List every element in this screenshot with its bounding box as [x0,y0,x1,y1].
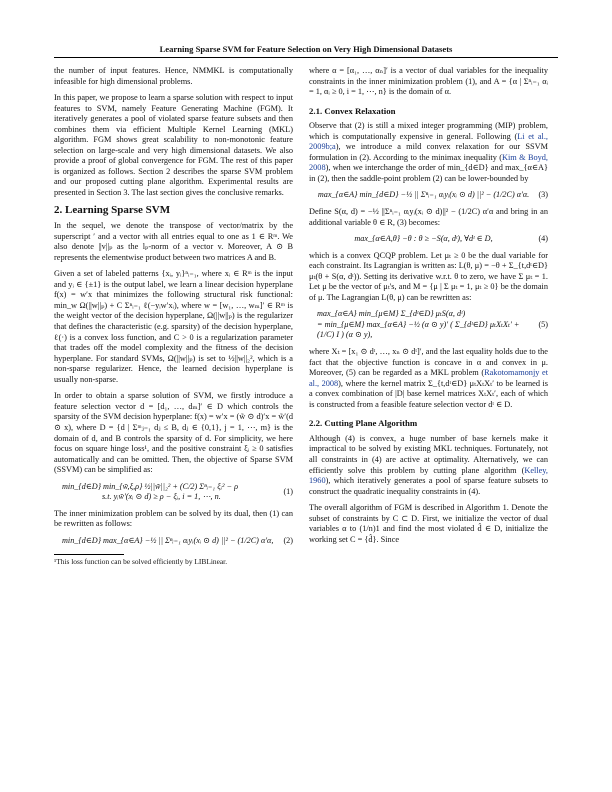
equation-number: (2) [283,535,293,545]
text: ), which iteratively generates a pool of sparse feature subsets to construct the quadratic inequality constraints in (4). [309,476,548,496]
citation-link[interactable]: Rakotomamonjy et al., 2008 [309,368,548,388]
paragraph: In the sequel, we denote the transpose of vector/matrix by the superscript ′ and a vector with all entries equal to one as 1 ∈ Rᵐ. We also denote ||v||ₚ as the lₚ-norm of a vector v. Moreover, A ⊙ B represents the elementwise product between two matrices A and B. [54,221,293,262]
text: ), when we interchange the order of min_{d∈D} and max_{α∈A} in (2), then the saddle-point problem (2) can be lower-bounded by [309,163,548,183]
equation-2 [54,536,293,547]
paragraph [309,347,548,410]
text: ), where the kernel matrix Σ_{t,dᵗ∈D} μₜXₜXₜ′ to be learned is a convex combination of |D| base kernel matrices XₜXₜ′, each of which is constructed from a feasible feature selection vector dᵗ ∈ D. [309,378,548,409]
equation-number: (5) [538,319,548,329]
equation-line: min_{d∈D} min_{w̃,ξ,ρ} ½||w̃||₂² + (C/2) Σⁿᵢ₌₁ ξᵢ² − ρ [62,481,239,491]
paragraph: In this paper, we propose to learn a sparse solution with respect to input features to SVM, namely Feature Generating Machine (FGM). It iteratively generates a pool of violated sparse feature subsets and then combines them via efficient Multiple Kernel Learning (MKL) algorithm. FGM shows great scalability to non-monotonic feature selection on large-scale and very high dimensional datasets. We also provide a proof of global convergence for FGM. The rest of this paper is organized as follows. Section 2 describes the sparse SVM problem and our proposed cutting plane algorithm. Experimental results are presented in Section 3. The last section gives the conclusive remarks. [54,93,293,198]
equation-line: min_{d∈D} max_{α∈A} −½ || Σⁿᵢ₌₁ αᵢyᵢ(xᵢ ⊙ d) ||² − (1/2C) α′α, [62,535,274,545]
equation-number: (4) [538,234,548,244]
equation-line: s.t. yᵢw̃′(xᵢ ⊙ d) ≥ ρ − ξᵢ, i = 1, ⋯, n. [102,492,221,502]
equation-number: (3) [538,190,548,200]
paragraph: which is a convex QCQP problem. Let μₜ ≥ 0 be the dual variable for each constraint. Its Lagrangian is written as: L(θ, μ) = −θ + Σ_{t,dᵗ∈D} μₜ(θ + S(α, dᵗ)). Setting its derivative w.r.t. θ to zero, we have Σ μₜ = 1. Let μ be the vector of μₜ's, and M = {μ | Σ μₜ = 1, μₜ ≥ 0} be the domain of μ. The Lagrangian L(θ, μ) can be rewritten as: [309,250,548,302]
equation-number: (1) [283,486,293,496]
running-header: Learning Sparse SVM for Feature Selection on Very High Dimensional Datasets [159,44,453,54]
equation-line: max_{α∈A} min_{μ∈M} Σ_{dᵗ∈D} μₜS(α, dᵗ) [317,309,466,319]
equation-line: = min_{μ∈M} max_{α∈A} −½ (α ⊙ y)′ ( Σ_{dᵗ∈D} μₜXₜXₜ′ + (1/C) I ) (α ⊙ y), [317,319,520,340]
equation-1 [54,482,293,503]
text: Observe that (2) is still a mixed integer programming (MIP) problem, which is computationally expensive in general. Following ( [309,121,548,141]
paragraph [309,121,548,184]
subsection-heading: 2.2. Cutting Plane Algorithm [309,418,418,429]
citation-link[interactable]: Li et al., 2009b;a [309,131,548,152]
text: Although (4) is convex, a huge number of base kernels make it impractical to be solved by existing MKL techniques. Fortunately, not all constraints in (4) are active at optimality. Alternatively, we can efficiently solve this problem by cutting plane algorithm ( [309,433,548,475]
footnote: ¹This loss function can be solved efficiently by LIBLinear. [54,557,228,567]
footnote-rule [54,554,124,555]
equation-5 [309,309,548,341]
paragraph: Define S(α, d) = −½ ||Σⁿᵢ₌₁ αᵢyᵢ(xᵢ ⊙ d)||² − (1/2C) α′α and bring in an additional variable θ ∈ R, (3) becomes: [309,207,548,227]
equation-4 [309,234,548,245]
equation-3 [309,190,548,201]
equation-line: max_{α∈A,θ} −θ : θ ≥ −S(α, dᵗ), ∀dᵗ ∈ D, [354,234,493,244]
paragraph [309,434,548,497]
paragraph: The overall algorithm of FGM is described in Algorithm 1. Denote the subset of constraints by C ⊂ D. First, we initialize the vector of dual variables α to (1/n)1 and find the most violated d̂ ∈ D, initialize the working set C = {d̂}. Since [309,503,548,544]
equation-line: max_{α∈A} min_{d∈D} −½ || Σⁿᵢ₌₁ αᵢyᵢ(xᵢ ⊙ d) ||² − (1/2C) α′α. [317,190,530,200]
citation-link[interactable]: Kelley, 1960 [309,465,548,486]
right-column [309,66,548,551]
paragraph: Given a set of labeled patterns {xᵢ, yᵢ}ⁿᵢ₌₁, where xᵢ ∈ Rᵐ is the input and yᵢ ∈ {±1} is the output label, we learn a linear decision hyperplane f(x) = w′x that minimizes the following structural risk functional: min_w Ω(||w||ₚ) + C Σⁿᵢ₌₁ ℓ(−yᵢw′xᵢ), where w = [w₁, …, wₘ]′ ∈ Rᵐ is the weight vector of the decision hyperplane, Ω(||w||ₚ) is the regularizer that defines the characteristic (e.g. sparsity) of the decision hyperplane, ℓ(·) is a convex loss function, and C > 0 is a regularization parameter that trades off the model complexity and the fitness of the decision hyperplane. For standard SVMs, Ω(||w||ₚ) is set to ½||w||₂², which is a non-sparse regularizer. Hence, the learned decision hyperplane is usually non-sparse. [54,269,293,384]
paragraph: The inner minimization problem can be solved by its dual, then (1) can be rewritten as follows: [54,508,293,529]
left-column [54,66,293,568]
paragraph: where α = [α₁, …, αₙ]′ is a vector of dual variables for the inequality constraints in the inner minimization problem (1), and A = {α | Σⁿᵢ₌₁ αᵢ = 1, αᵢ ≥ 0, i = 1, ⋯, n} is the domain of α. [309,66,548,97]
text: where Xₜ = [x₁ ⊙ dᵗ, …, xₙ ⊙ dᵗ]′, and the last equality holds due to the fact that the objective function is concave in α and convex in μ. Moreover, (5) can be regarded as a MKL problem ( [309,347,548,378]
header-rule [54,57,558,58]
subsection-heading: 2.1. Convex Relaxation [309,105,396,116]
citation-link[interactable]: Kim & Boyd, 2008 [309,152,548,173]
paragraph: the number of input features. Hence, NMMKL is computationally infeasible for high dimensional problems. [54,66,293,86]
paragraph: In order to obtain a sparse solution of SVM, we firstly introduce a feature selection vector d = [d₁, …, dₘ]′ ∈ D which controls the sparsity of the SVM decision hyperplane: f(x) = w′x = (w̃ ⊙ d)′x = w̃′(d ⊙ x), where D = {d | Σᵐⱼ₌₁ dⱼ ≤ B, dⱼ ∈ {0,1}, j = 1, ⋯, m} is the domain of d, and B controls the sparsity of d. For simplicity, we here focus on square hinge loss¹, and the positive constraint ξᵢ ≥ 0 satisfies automatically and can be omitted. Then, the objective of Sparse SVM (SSVM) can be simplified as: [54,391,293,475]
text: ), we introduce a mild convex relaxation for our SSVM formulation in (2). According to the minimax inequality ( [309,142,548,162]
section-heading: 2. Learning Sparse SVM [54,203,171,216]
